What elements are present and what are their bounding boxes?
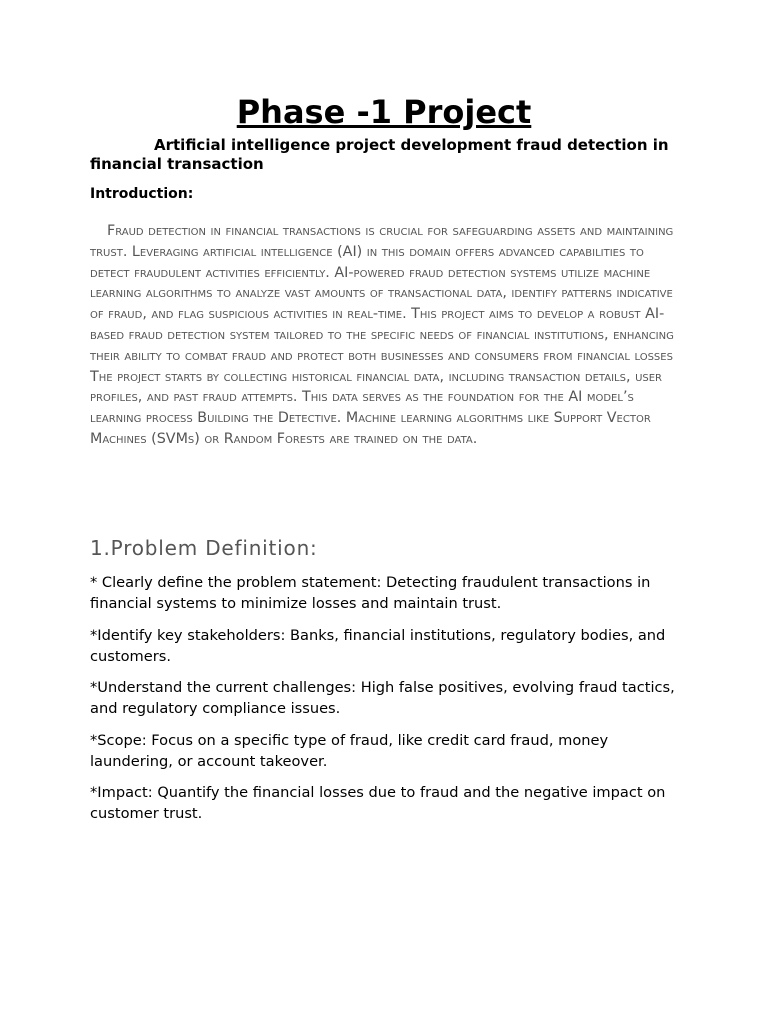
problem-definition-heading: 1.Problem Definition: [90, 536, 318, 560]
introduction-paragraph: Fraud detection in financial transactions is crucial for safeguarding assets and maintaining trust. Leveraging artificial intelligence (AI) in this domain offers advanced capabilities to detect fraudulent activities efficiently. AI-powered fraud detection systems utilize machine learning algorithms to analyze vast amounts of transactional data, identify patterns indicative of fraud, and flag suspicious activities in real-time. This project aims to develop a robust AI-based fraud detection system tailored to the specific needs of financial institutions, enhancing their ability to combat fraud and protect both businesses and consumers from financial losses The project starts by collecting historical financial data, including transaction details, user profiles, and past fraud attempts. This data serves as the foundation for the AI model’s learning process Building the Detective. Machine learning algorithms like Support Vector Machines (SVMs) or Random Forests are trained on the data. [90, 223, 674, 447]
document-subtitle: Artificial intelligence project development fraud detection in financial transaction [90, 136, 669, 173]
problem-definition-list [90, 572, 682, 835]
list-item: *Impact: Quantify the financial losses due to fraud and the negative impact on customer trust. [90, 784, 666, 822]
list-item: * Clearly define the problem statement: Detecting fraudulent transactions in financial systems to minimize losses and maintain trust. [90, 574, 651, 612]
list-item: *Understand the current challenges: High false positives, evolving fraud tactics, and regulatory compliance issues. [90, 679, 675, 717]
list-item: *Scope: Focus on a specific type of fraud, like credit card fraud, money laundering, or account takeover. [90, 731, 609, 770]
introduction-heading: Introduction: [90, 186, 194, 202]
page-title: Phase -1 Project [236, 93, 532, 131]
list-item: *Identify key stakeholders: Banks, financial institutions, regulatory bodies, and customers. [90, 626, 666, 665]
